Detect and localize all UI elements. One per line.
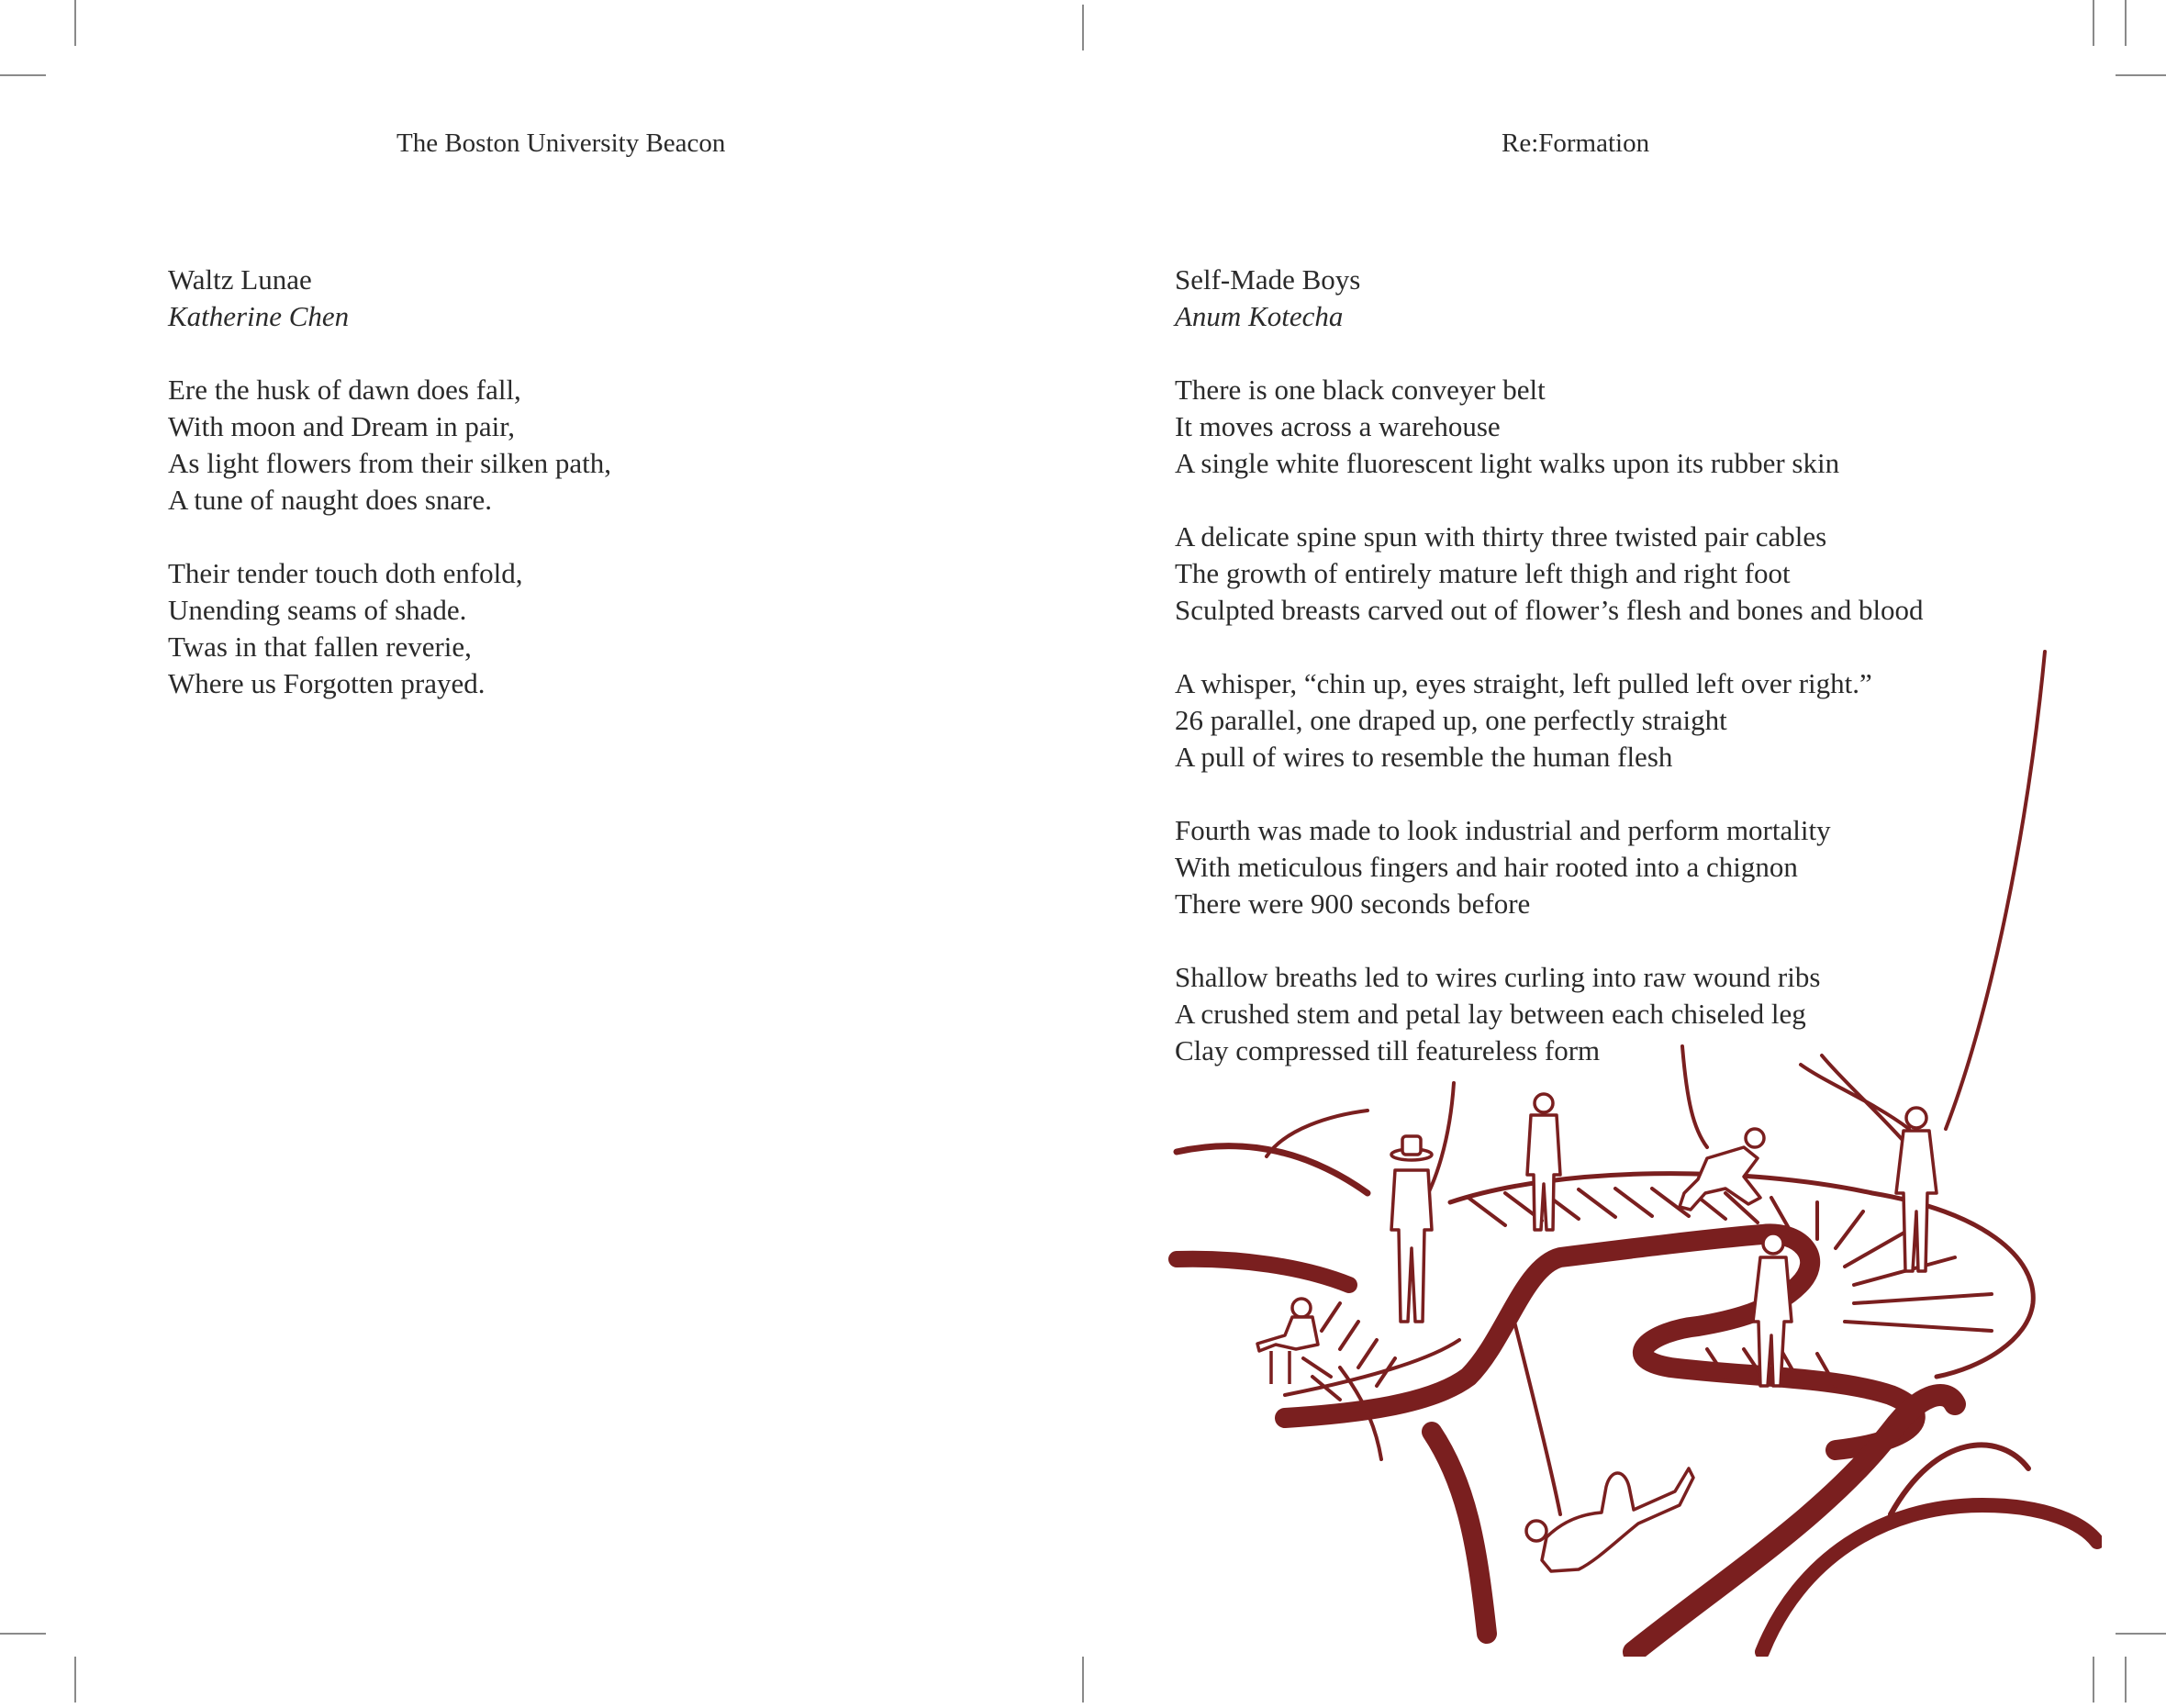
standing-figure (1527, 1094, 1560, 1230)
poem-title: Self-Made Boys (1175, 263, 1361, 296)
conveyor-belt-illustration (1166, 642, 2102, 1657)
crop-mark (2125, 0, 2127, 46)
right-page-header: Re:Formation (1502, 128, 1650, 158)
figure-on-belt (1753, 1234, 1792, 1386)
crouching-figure (1680, 1129, 1764, 1210)
crop-mark (2116, 1633, 2166, 1635)
poem-stanza (1175, 372, 1924, 482)
poem-line: The growth of entirely mature left thigh and right foot (1175, 557, 1791, 589)
seated-figure (1257, 1299, 1318, 1384)
crop-mark (74, 1657, 76, 1702)
crop-mark (2093, 0, 2094, 46)
poem-line: Shallow breaths led to wires curling into raw wound ribs (1175, 961, 1821, 993)
poem-line: It moves across a warehouse (1175, 410, 1501, 442)
crop-mark (1082, 1657, 1084, 1702)
poem-line: A crushed stem and petal lay between each chiseled leg (1175, 998, 1806, 1030)
poem-title: Waltz Lunae (168, 263, 312, 296)
poem-line: A tune of naught does snare. (168, 484, 492, 516)
poem-line: A pull of wires to resemble the human flesh (1175, 741, 1673, 773)
crop-mark (0, 1633, 46, 1635)
poem-line: Fourth was made to look industrial and perform mortality (1175, 814, 1831, 846)
crop-mark (1082, 5, 1084, 50)
figure-with-hat (1391, 1136, 1432, 1322)
crop-mark (74, 0, 76, 46)
poem-stanza (168, 372, 611, 519)
poem-line: Where us Forgotten prayed. (168, 667, 486, 699)
left-page-header: The Boston University Beacon (396, 128, 726, 158)
poem-author: Anum Kotecha (1175, 300, 1344, 332)
poem-line: There is one black conveyer belt (1175, 374, 1546, 406)
poem-line: As light flowers from their silken path, (168, 447, 611, 479)
poem-line: Their tender touch doth enfold, (168, 557, 523, 589)
lying-figure (1526, 1468, 1693, 1571)
hanging-wires (1267, 652, 2045, 1211)
crop-mark (2125, 1657, 2127, 1702)
left-poem (168, 262, 611, 739)
poem-stanza (1175, 519, 1924, 629)
poem-line: There were 900 seconds before (1175, 887, 1531, 920)
poem-line: A single white fluorescent light walks upon its rubber skin (1175, 447, 1840, 479)
poem-line: Twas in that fallen reverie, (168, 631, 472, 663)
crop-mark (2093, 1657, 2094, 1702)
poem-stanza (168, 555, 611, 702)
poem-line: Sculpted breasts carved out of flower’s flesh and bones and blood (1175, 594, 1924, 626)
poem-line: Unending seams of shade. (168, 594, 467, 626)
poem-line: A delicate spine spun with thirty three twisted pair cables (1175, 520, 1827, 553)
poem-author: Katherine Chen (168, 300, 350, 332)
crop-mark (2116, 74, 2166, 76)
conveyor-belt (1177, 1146, 2097, 1652)
poem-line: Clay compressed till featureless form (1175, 1034, 1601, 1066)
poem-line: Ere the husk of dawn does fall, (168, 374, 521, 406)
poem-line: With meticulous fingers and hair rooted into a chignon (1175, 851, 1798, 883)
figure-hanging-right (1896, 1108, 1937, 1271)
poem-line: A whisper, “chin up, eyes straight, left pulled left over right.” (1175, 667, 1872, 699)
crop-mark (0, 74, 46, 76)
poem-line: 26 parallel, one draped up, one perfectly straight (1175, 704, 1727, 736)
poem-line: With moon and Dream in pair, (168, 410, 516, 442)
